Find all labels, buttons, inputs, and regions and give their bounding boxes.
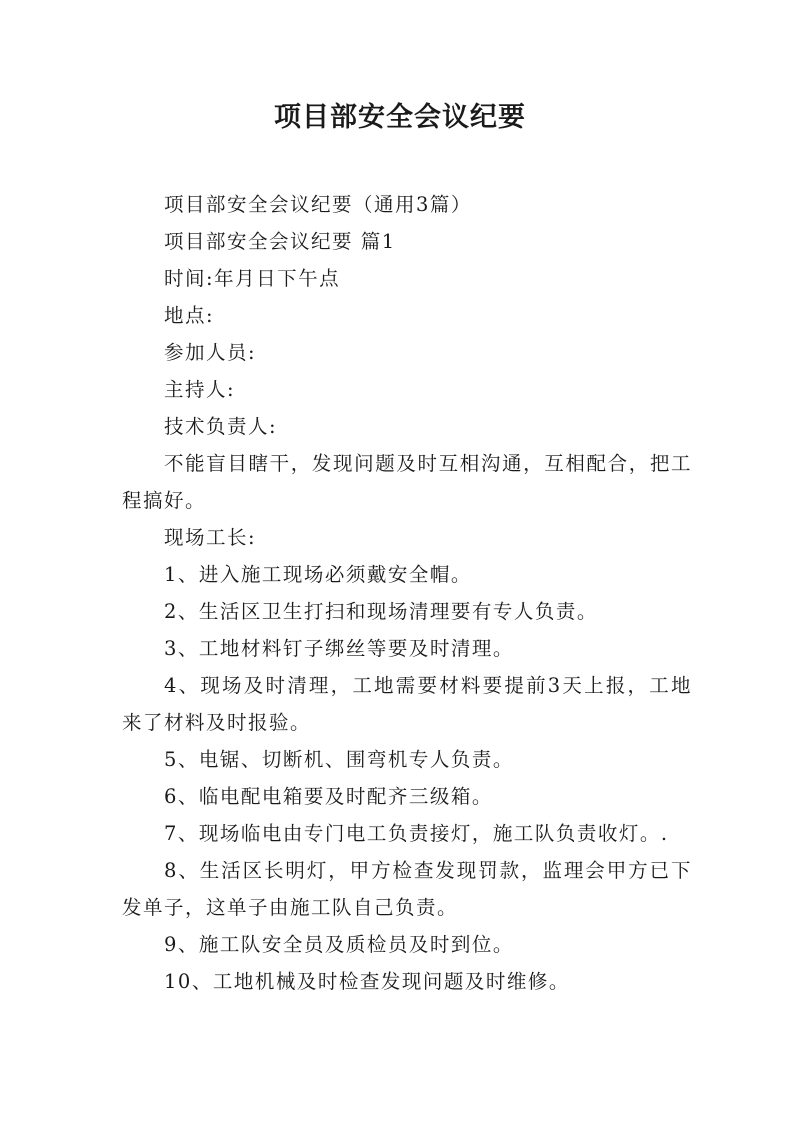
paragraph: 地点: — [164, 304, 215, 327]
paragraph: 7、现场临电由专门电工负责接灯，施工队负责收灯。. — [164, 822, 669, 845]
paragraph: 项目部安全会议纪要 篇1 — [164, 230, 396, 253]
paragraph: 主持人: — [164, 378, 236, 401]
paragraph: 8、生活区长明灯，甲方检查发现罚款，监理会甲方已下发单子，这单子由施工队自己负责。 — [122, 859, 692, 919]
paragraph: 1、进入施工现场必须戴安全帽。 — [164, 563, 472, 586]
paragraph: 时间:年月日下午点 — [164, 267, 341, 290]
paragraph: 4、现场及时清理，工地需要材料要提前3天上报，工地来了材料及时报验。 — [122, 674, 692, 734]
paragraph: 现场工长: — [164, 526, 257, 549]
paragraph: 技术负责人: — [164, 415, 278, 438]
paragraph: 6、临电配电箱要及时配齐三级箱。 — [164, 785, 493, 808]
paragraph: 参加人员: — [164, 341, 257, 364]
paragraph: 2、生活区卫生打扫和现场清理要有专人负责。 — [164, 600, 598, 623]
paragraph: 10、工地机械及时检查发现问题及时维修。 — [164, 970, 570, 993]
paragraph: 3、工地材料钉子绑丝等要及时清理。 — [164, 637, 514, 660]
paragraph: 9、施工队安全员及质检员及时到位。 — [164, 933, 514, 956]
document-title: 项目部安全会议纪要 — [274, 102, 526, 133]
paragraph: 不能盲目瞎干，发现问题及时互相沟通，互相配合，把工程搞好。 — [122, 452, 692, 512]
paragraph: 5、电锯、切断机、围弯机专人负责。 — [164, 748, 514, 771]
paragraph: 项目部安全会议纪要（通用3篇） — [164, 193, 472, 216]
document-body — [122, 186, 692, 1000]
